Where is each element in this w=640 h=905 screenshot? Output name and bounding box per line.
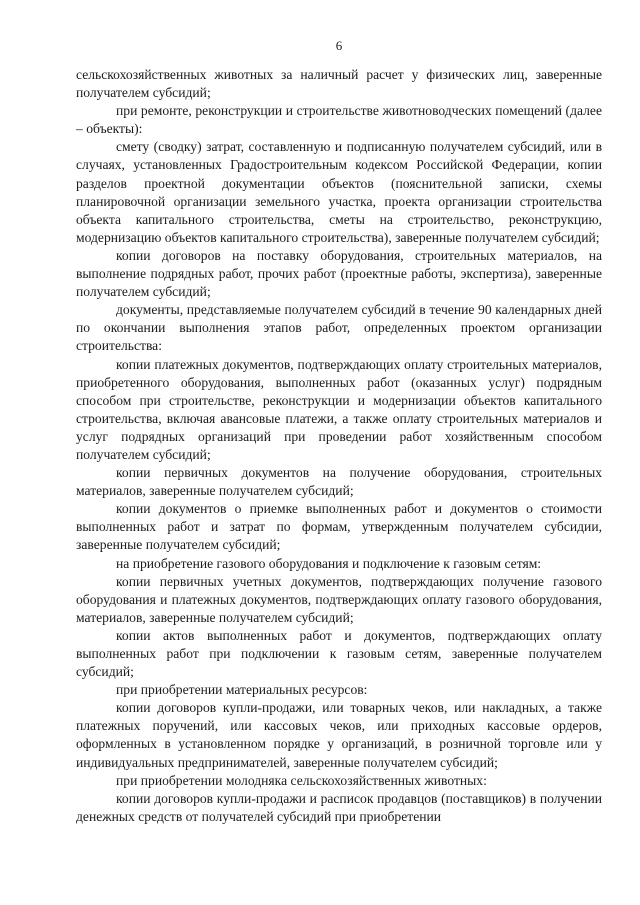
paragraph-continuation: сельскохозяйственных животных за наличный расчет у физических лиц, заверенные получателем субсидий; — [76, 67, 602, 101]
page-number: 6 — [335, 38, 343, 53]
paragraph: копии платежных документов, подтверждающих оплату строительных материалов, приобретенного оборудования, выполненных работ (оказанных услуг) подрядным способом при строительстве, реконструкции и модернизации объектов капитального строительства, включая авансовые платежи, а также оплату строительных материалов и услуг подрядных организаций при проведении работ хозяйственным способом получателем субсидий; — [76, 356, 602, 462]
paragraph: смету (сводку) затрат, составленную и подписанную получателем субсидий, или в случаях, установленных Градостроительным кодексом Российской Федерации, копии разделов проектной документации объектов (пояснительной записки, схемы планировочной организации земельного участка, проекта организации строительства объекта капитального строительства, сметы на строительство, реконструкцию, модернизацию объектов капитального строительства), заверенные получателем субсидий; — [76, 139, 602, 245]
paragraph: при приобретении молодняка сельскохозяйственных животных: — [116, 772, 487, 788]
paragraph: документы, представляемые получателем субсидий в течение 90 календарных дней по окончании выполнения этапов работ, определенных проектом организации строительства: — [76, 302, 602, 354]
paragraph: копии договоров купли-продажи, или товарных чеков, или накладных, а также платежных поручений, или кассовых чеков, или приходных кассовые ордеров, оформленных в установленном порядке у организаций, в розничной торговле или у индивидуальных предпринимателей, заверенные получателем субсидий; — [76, 700, 602, 770]
paragraph: копии договоров купли-продажи и расписок продавцов (поставщиков) в получении денежных средств от получателей субсидий при приобретении — [76, 790, 602, 824]
document-body — [76, 66, 602, 826]
paragraph: копии актов выполненных работ и документов, подтверждающих оплату выполненных работ при подключении к газовым сетям, заверенные получателем субсидий; — [76, 627, 602, 680]
paragraph: на приобретение газового оборудования и подключение к газовым сетям: — [116, 555, 542, 571]
paragraph: копии документов о приемке выполненных работ и документов о стоимости выполненных работ и затрат по формам, утвержденным получателем субсидии, заверенные получателем субсидий; — [76, 501, 602, 553]
paragraph: при приобретении материальных ресурсов: — [116, 682, 368, 698]
paragraph: копии первичных учетных документов, подтверждающих получение газового оборудования и платежных документов, подтверждающих оплату газового оборудования, материалов, заверенные получателем субсидий; — [76, 573, 602, 625]
paragraph: копии договоров на поставку оборудования, строительных материалов, на выполнение подрядных работ, прочих работ (проектные работы, экспертиза), заверенные получателем субсидий; — [76, 247, 602, 300]
paragraph: копии первичных документов на получение оборудования, строительных материалов, заверенные получателем субсидий; — [76, 465, 602, 499]
paragraph: при ремонте, реконструкции и строительстве животноводческих помещений (далее – объекты): — [76, 103, 602, 137]
